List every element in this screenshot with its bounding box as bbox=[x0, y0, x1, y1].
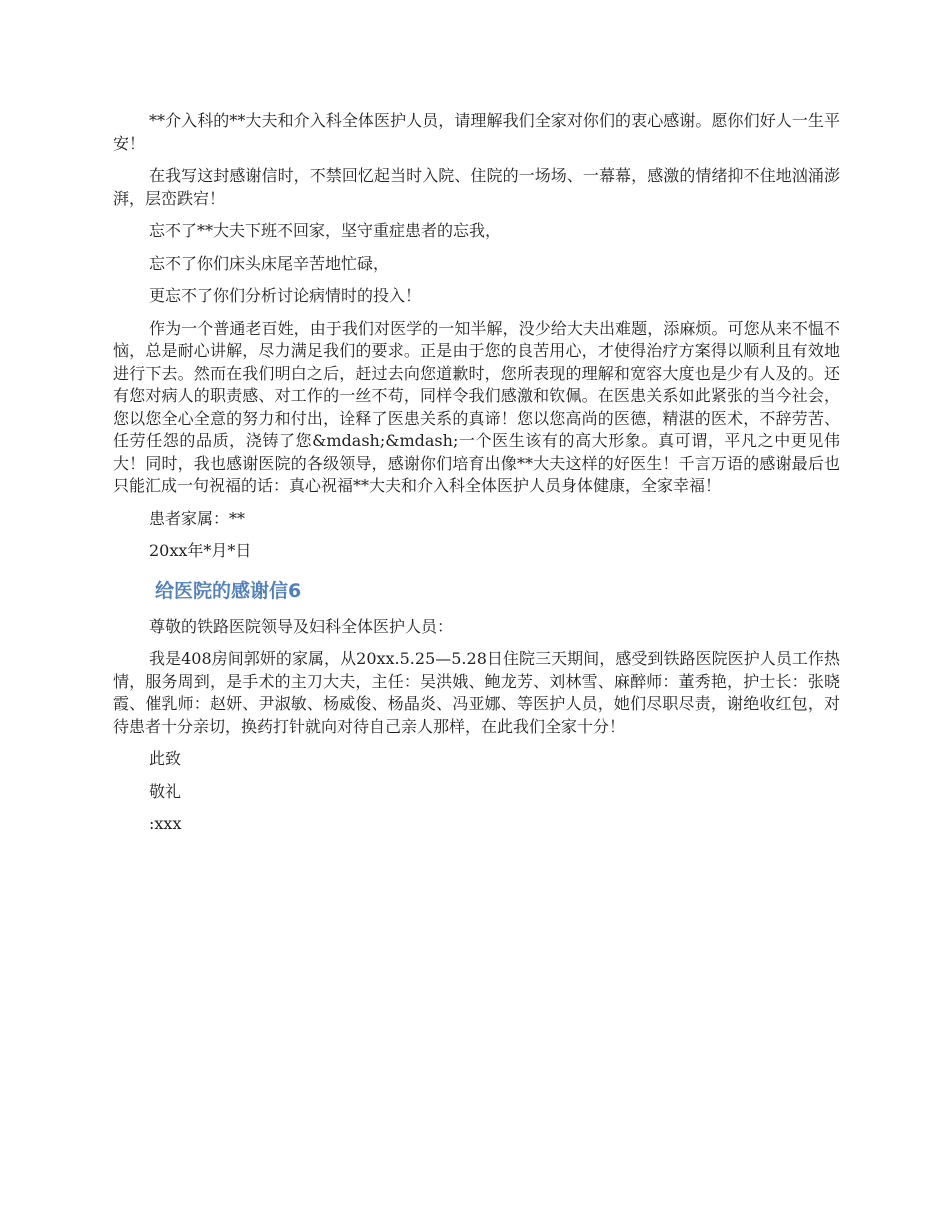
document-page bbox=[113, 110, 840, 846]
letter-signature: 患者家属：** bbox=[149, 508, 246, 528]
letter-paragraph: 更忘不了你们分析讨论病情时的投入！ bbox=[149, 286, 422, 305]
letter-paragraph: 忘不了你们床头床尾辛苦地忙碌， bbox=[149, 253, 390, 273]
letter-sender: :xxx bbox=[149, 814, 182, 833]
letter-closing: 此致 bbox=[149, 749, 182, 768]
letter-body-paragraph: 作为一个普通老百姓，由于我们对医学的一知半解，没少给大夫出难题，添麻烦。可您从来不愠不恼，总是耐心讲解，尽力满足我们的要求。正是由于您的良苦用心，才使得治疗方案得以顺利且有效地进行下去。然而在我们明白之后，赶过去向您道歉时，您所表现的理解和宽容大度也是少有人及的。还有您对病人的职责感、对工作的一丝不苟，同样令我们感激和钦佩。在医患关系如此紧张的当今社会，您以您全心全意的努力和付出，诠释了医患关系的真谛！您以您高尚的医德，精湛的医术，不辞劳苦、任劳任怨的品质，浇铸了您&mdash;&mdash;一个医生该有的高大形象。真可谓，平凡之中更见伟大！同时，我也感谢医院的各级领导，感谢你们培育出像**大夫这样的好医生！千言万语的感谢最后也只能汇成一句祝福的话：真心祝福**大夫和介入科全体医护人员身体健康，全家幸福！ bbox=[113, 318, 840, 495]
letter-body-paragraph: 我是408房间郭妍的家属，从20xx.5.25—5.28日住院三天期间，感受到铁路医院医护人员工作热情，服务周到，是手术的主刀大夫，主任：吴洪娥、鲍龙芳、刘林雪、麻醉师：董秀艳，护士长：张晓霞、催乳师：赵妍、尹淑敏、杨威俊、杨晶炎、冯亚娜、等医护人员，她们尽职尽责，谢绝收红包，对待患者十分亲切，换药打针就向对待自己亲人那样，在此我们全家十分！ bbox=[113, 649, 840, 736]
letter-paragraph: 在我写这封感谢信时，不禁回忆起当时入院、住院的一场场、一幕幕，感激的情绪抑不住地汹涌澎湃，层峦跌宕！ bbox=[113, 166, 840, 208]
letter-paragraph: 忘不了**大夫下班不回家，坚守重症患者的忘我， bbox=[149, 221, 502, 240]
section-heading: 给医院的感谢信6 bbox=[155, 579, 302, 602]
letter-paragraph: **介入科的**大夫和介入科全体医护人员，请理解我们全家对你们的衷心感谢。愿你们好人一生平安！ bbox=[113, 111, 840, 153]
letter-salutation: 尊敬的铁路医院领导及妇科全体医护人员： bbox=[149, 616, 454, 636]
letter-closing: 敬礼 bbox=[149, 781, 182, 801]
letter-date: 20xx年*月*日 bbox=[149, 541, 252, 560]
